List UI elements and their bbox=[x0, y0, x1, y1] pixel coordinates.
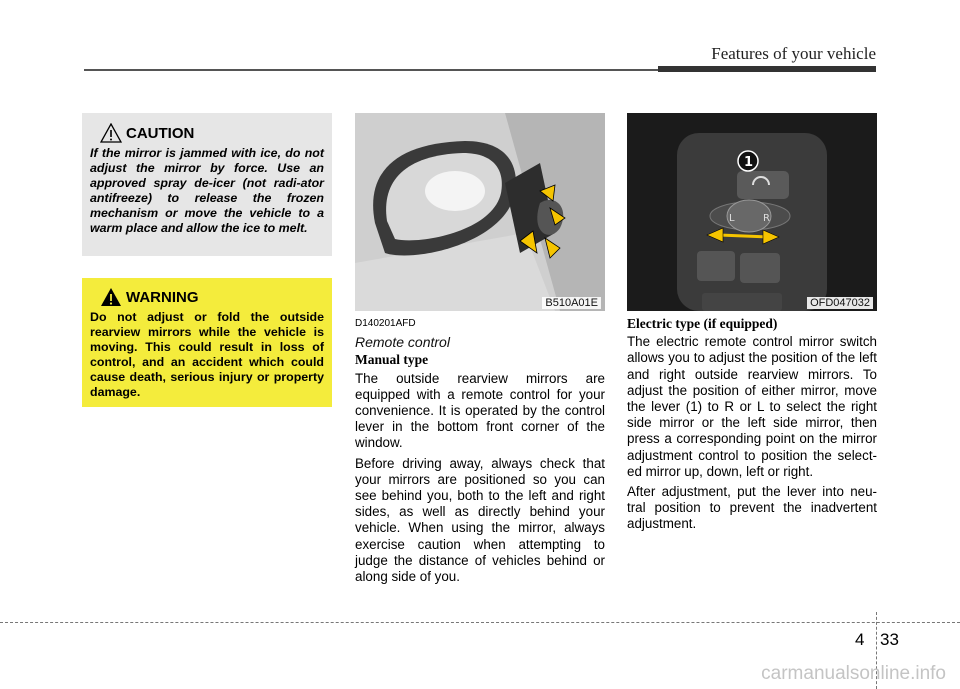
watermark: carmanualsonline.info bbox=[761, 663, 946, 684]
warning-text: Do not adjust or fold the outside rearview mirrors while the vehicle is moving. This could result in loss of control, and an accident which could cause death, serious injury or property damage. bbox=[90, 310, 324, 399]
switch-illustration bbox=[627, 113, 877, 311]
callout-number: 1 bbox=[744, 155, 754, 170]
warning-header bbox=[90, 287, 324, 307]
caution-box bbox=[82, 113, 332, 256]
section-heading: Manual type bbox=[355, 352, 429, 368]
mirror-switch-photo bbox=[627, 113, 877, 311]
caution-triangle-icon bbox=[100, 123, 122, 143]
page-header-title: Features of your vehicle bbox=[711, 44, 876, 63]
mirror-illustration bbox=[355, 113, 605, 311]
section-subtitle: Remote control bbox=[355, 334, 450, 351]
image-code: B510A01E bbox=[542, 297, 601, 309]
footer-rule bbox=[0, 622, 960, 623]
section-heading: Electric type (if equipped) bbox=[627, 316, 778, 331]
paragraph: Before driving away, always check that your mirrors are positioned so you can see behind you, both to the left and right sides, as well as directly behind your vehicle. When using the mirror, always exercise caution when attempting to judge the distance of vehicles behind or along side of you. bbox=[355, 455, 605, 585]
image-code: OFD047032 bbox=[807, 297, 873, 309]
paragraph: The electric remote control mirror switch allows you to adjust the position of the left and right outside rearview mirrors. To adjust the position of either mirror, move the lever (1) to R or L to select the right side mirror or the left side mirror, then press a corresponding point on the mirror adjustment control to position the select-ed mirror up, down, left or right. bbox=[627, 334, 877, 479]
manual-type-section bbox=[355, 316, 605, 589]
chapter-number: 4 bbox=[855, 630, 865, 649]
switch-label-right: R bbox=[763, 213, 770, 224]
warning-triangle-icon bbox=[100, 287, 122, 307]
switch-label-left: L bbox=[729, 213, 735, 224]
header-rule-accent bbox=[658, 66, 876, 72]
caution-header bbox=[90, 123, 324, 143]
warning-title: WARNING bbox=[126, 288, 199, 306]
paragraph: After adjustment, put the lever into neu-tral position to prevent the inadvertent adjustment. bbox=[627, 484, 877, 532]
caution-text: If the mirror is jammed with ice, do not adjust the mirror by force. Use an approved spray de-icer (not radi-ator antifreeze) to release the frozen mechanism or move the vehicle to a warm place and allow the ice to melt. bbox=[90, 146, 324, 235]
page-number: 33 bbox=[880, 630, 899, 649]
paragraph: The outside rearview mirrors are equipped with a remote control for your convenience. It is operated by the control lever in the bottom front corner of the window. bbox=[355, 370, 605, 451]
section-code: D140201AFD bbox=[355, 318, 416, 329]
mirror-photo bbox=[355, 113, 605, 311]
warning-box bbox=[82, 278, 332, 407]
electric-type-section bbox=[627, 316, 877, 537]
caution-title: CAUTION bbox=[126, 124, 195, 142]
